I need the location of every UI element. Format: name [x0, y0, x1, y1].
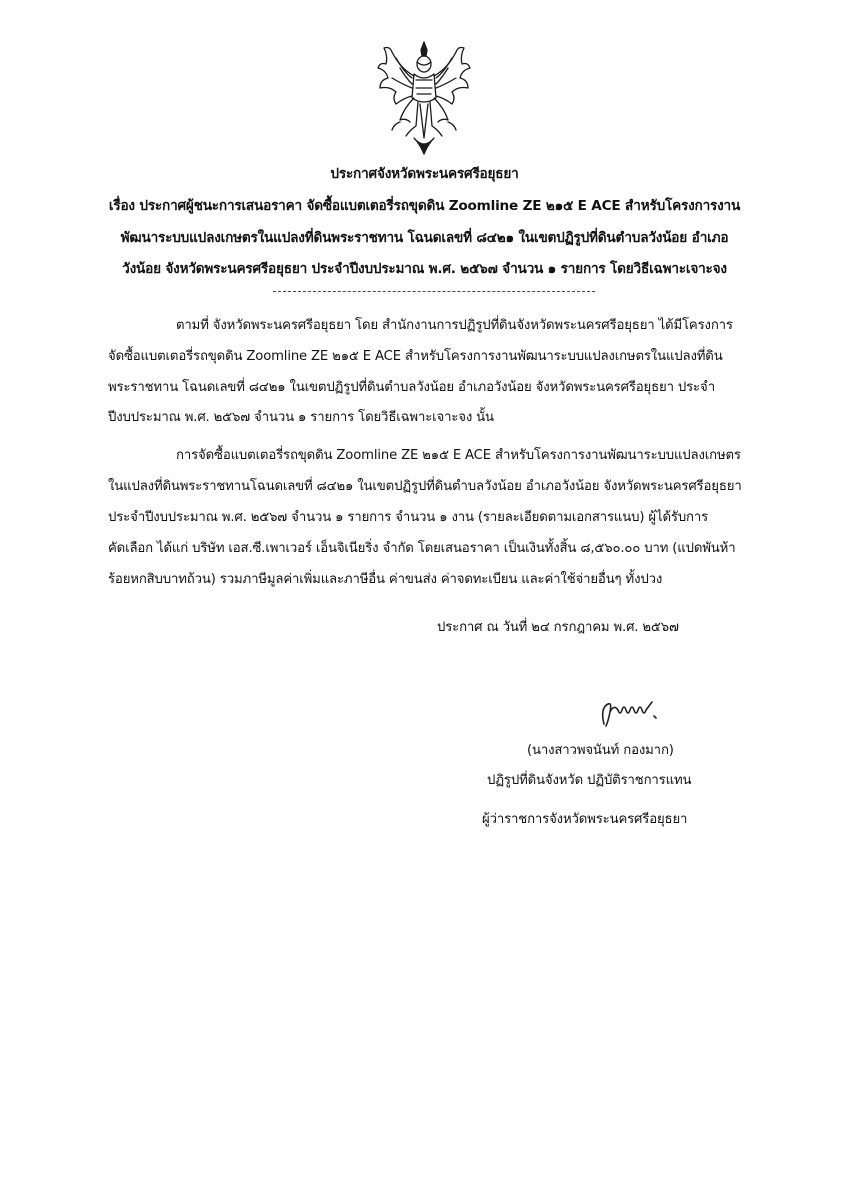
- separator-line: [273, 291, 595, 292]
- paragraph-2-line-3: ประจำปีงบประมาณ พ.ศ. ๒๕๖๗ จำนวน ๑ รายการ จำนวน ๑ งาน (รายละเอียดตามเอกสารแนบ) ผู้ได้รับการ: [108, 510, 709, 525]
- paragraph-1-line-3: พระราชทาน โฉนดเลขที่ ๘๔๒๑ ในเขตปฏิรูปที่ดินตำบลวังน้อย อำเภอวังน้อย จังหวัดพระนครศรีอยุธยา ประจำ: [108, 380, 715, 395]
- paragraph-1-line-4: ปีงบประมาณ พ.ศ. ๒๕๖๗ จำนวน ๑ รายการ โดยวิธีเฉพาะเจาะจง นั้น: [108, 410, 494, 425]
- signer-authority: ผู้ว่าราชการจังหวัดพระนครศรีอยุธยา: [482, 812, 688, 827]
- paragraph-2-line-4: คัดเลือก ได้แก่ บริษัท เอส.ซี.เพาเวอร์ เอ็นจิเนียริ่ง จำกัด โดยเสนอราคา เป็นเงินทั้งสิ้น ๘,๕๖๐.๐๐ บาท (แปดพันห้า: [108, 541, 736, 556]
- announcement-title: ประกาศจังหวัดพระนครศรีอยุธยา: [330, 166, 519, 182]
- subject-line-2: พัฒนาระบบแปลงเกษตรในแปลงที่ดินพระราชทาน โฉนดเลขที่ ๘๔๒๑ ในเขตปฏิรูปที่ดินตำบลวังน้อย อำเภอ: [120, 230, 729, 246]
- subject-line-3: วังน้อย จังหวัดพระนครศรีอยุธยา ประจำปีงบประมาณ พ.ศ. ๒๕๖๗ จำนวน ๑ รายการ โดยวิธีเฉพาะเจาะจง: [122, 261, 727, 277]
- paragraph-1-line-1: ตามที่ จังหวัดพระนครศรีอยุธยา โดย สำนักงานการปฏิรูปที่ดินจังหวัดพระนครศรีอยุธยา ได้มีโครงการ: [176, 318, 733, 333]
- signer-name: (นางสาวพจนันท์ กองมาก): [527, 743, 674, 758]
- paragraph-1-line-2: จัดซื้อแบตเตอรี่รถขุดดิน Zoomline ZE ๒๑๕ E ACE สำหรับโครงการงานพัฒนาระบบแปลงเกษตรในแปลงที่ดิน: [108, 349, 723, 364]
- signer-position: ปฏิรูปที่ดินจังหวัด ปฏิบัติราชการแทน: [487, 773, 692, 788]
- paragraph-2-line-1: การจัดซื้อแบตเตอรี่รถขุดดิน Zoomline ZE ๒๑๕ E ACE สำหรับโครงการงานพัฒนาระบบแปลงเกษตร: [176, 448, 741, 463]
- paragraph-2-line-5: ร้อยหกสิบบาทถ้วน) รวมภาษีมูลค่าเพิ่มและภาษีอื่น ค่าขนส่ง ค่าจดทะเบียน และค่าใช้จ่ายอื่นๆ ทั้งปวง: [108, 572, 663, 587]
- handwritten-signature: [598, 698, 666, 730]
- announcement-date: ประกาศ ณ วันที่ ๒๔ กรกฎาคม พ.ศ. ๒๕๖๗: [437, 620, 679, 635]
- paragraph-2-line-2: ในแปลงที่ดินพระราชทานโฉนดเลขที่ ๘๔๒๑ ในเขตปฏิรูปที่ดินตำบลวังน้อย อำเภอวังน้อย จังหวัดพระนครศรีอยุธยา: [108, 479, 742, 494]
- subject-line-1: เรื่อง ประกาศผู้ชนะการเสนอราคา จัดซื้อแบตเตอรี่รถขุดดิน Zoomline ZE ๒๑๕ E ACE สำหรับโครงการงาน: [108, 198, 741, 214]
- garuda-emblem-icon: [370, 38, 478, 156]
